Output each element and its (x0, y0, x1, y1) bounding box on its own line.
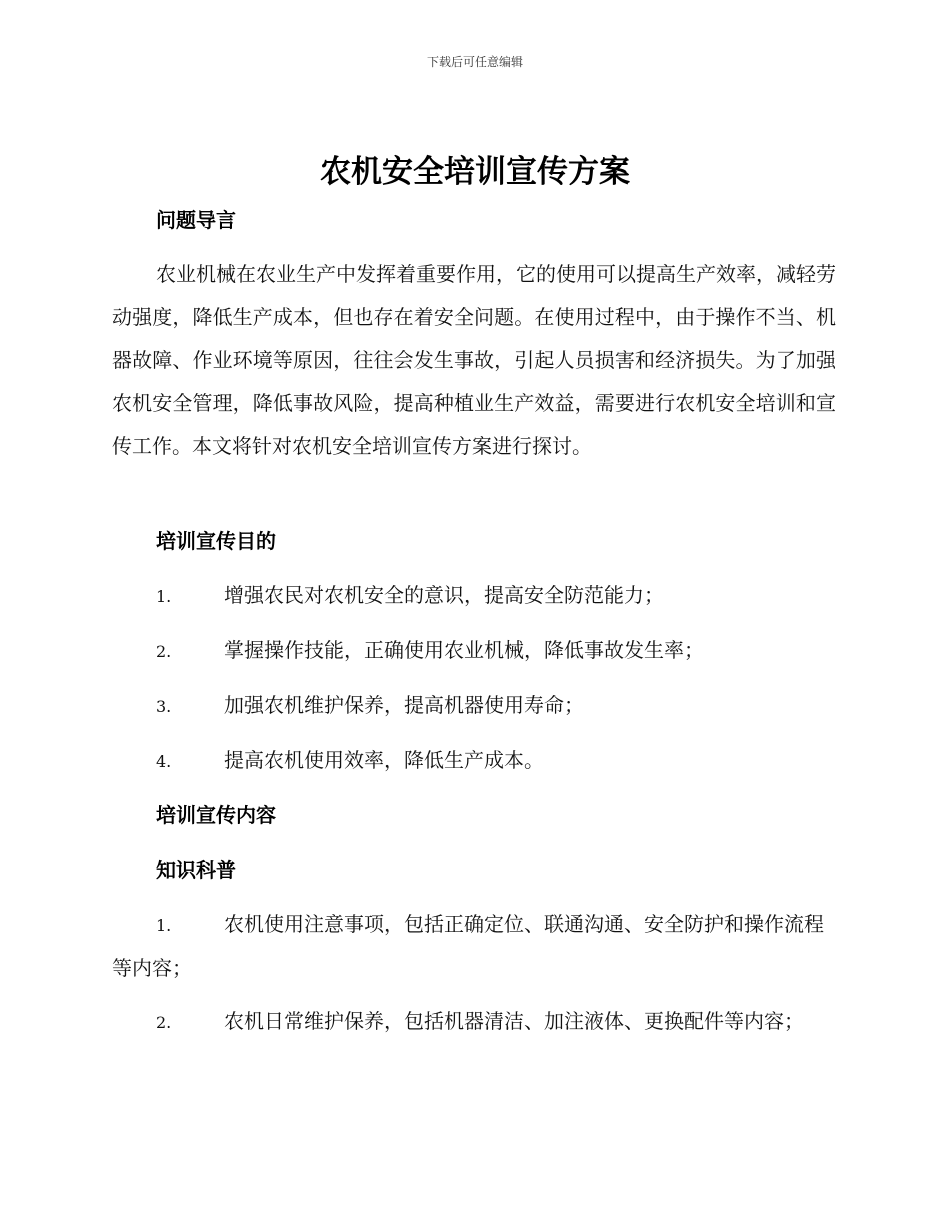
list-item-number: 3. (156, 697, 172, 716)
list-item-number: 2. (156, 1013, 172, 1032)
list-item-text: 提高农机使用效率，降低生产成本。 (224, 748, 544, 772)
list-item-number: 1. (156, 587, 172, 606)
purpose-list-item (112, 739, 836, 783)
list-item-number: 4. (156, 752, 172, 771)
knowledge-list-item (112, 1000, 836, 1044)
list-item-text: 掌握操作技能，正确使用农业机械，降低事故发生率； (224, 638, 704, 662)
document-title: 农机安全培训宣传方案 (320, 154, 630, 190)
list-item-text: 农机日常维护保养，包括机器清洁、加注液体、更换配件等内容； (224, 1009, 804, 1033)
list-item-number: 2. (156, 642, 172, 661)
list-item-text: 农机使用注意事项，包括正确定位、联通沟通、安全防护和操作流程等内容； (112, 912, 824, 980)
intro-paragraph: 农业机械在农业生产中发挥着重要作用，它的使用可以提高生产效率，减轻劳动强度，降低生产成本，但也存在着安全问题。在使用过程中，由于操作不当、机器故障、作业环境等原因，往往会发生事故，引起人员损害和经济损失。为了加强农机安全管理，降低事故风险，提高种植业生产效益，需要进行农机安全培训和宣传工作。本文将针对农机安全培训宣传方案进行探讨。 (112, 262, 836, 458)
page-header-note: 下载后可任意编辑 (426, 55, 523, 69)
list-item-number: 1. (156, 916, 172, 935)
knowledge-list-item (112, 903, 836, 990)
list-item-text: 增强农民对农机安全的意识，提高安全防范能力； (224, 583, 664, 607)
purpose-list-item (112, 574, 836, 618)
section-heading-purpose: 培训宣传目的 (156, 529, 276, 553)
purpose-list-item (112, 684, 836, 728)
section-heading-intro: 问题导言 (156, 208, 236, 232)
list-item-text: 加强农机维护保养，提高机器使用寿命； (224, 693, 584, 717)
purpose-list-item (112, 629, 836, 673)
section-heading-content: 培训宣传内容 (156, 803, 276, 827)
section-heading-knowledge: 知识科普 (156, 858, 236, 882)
